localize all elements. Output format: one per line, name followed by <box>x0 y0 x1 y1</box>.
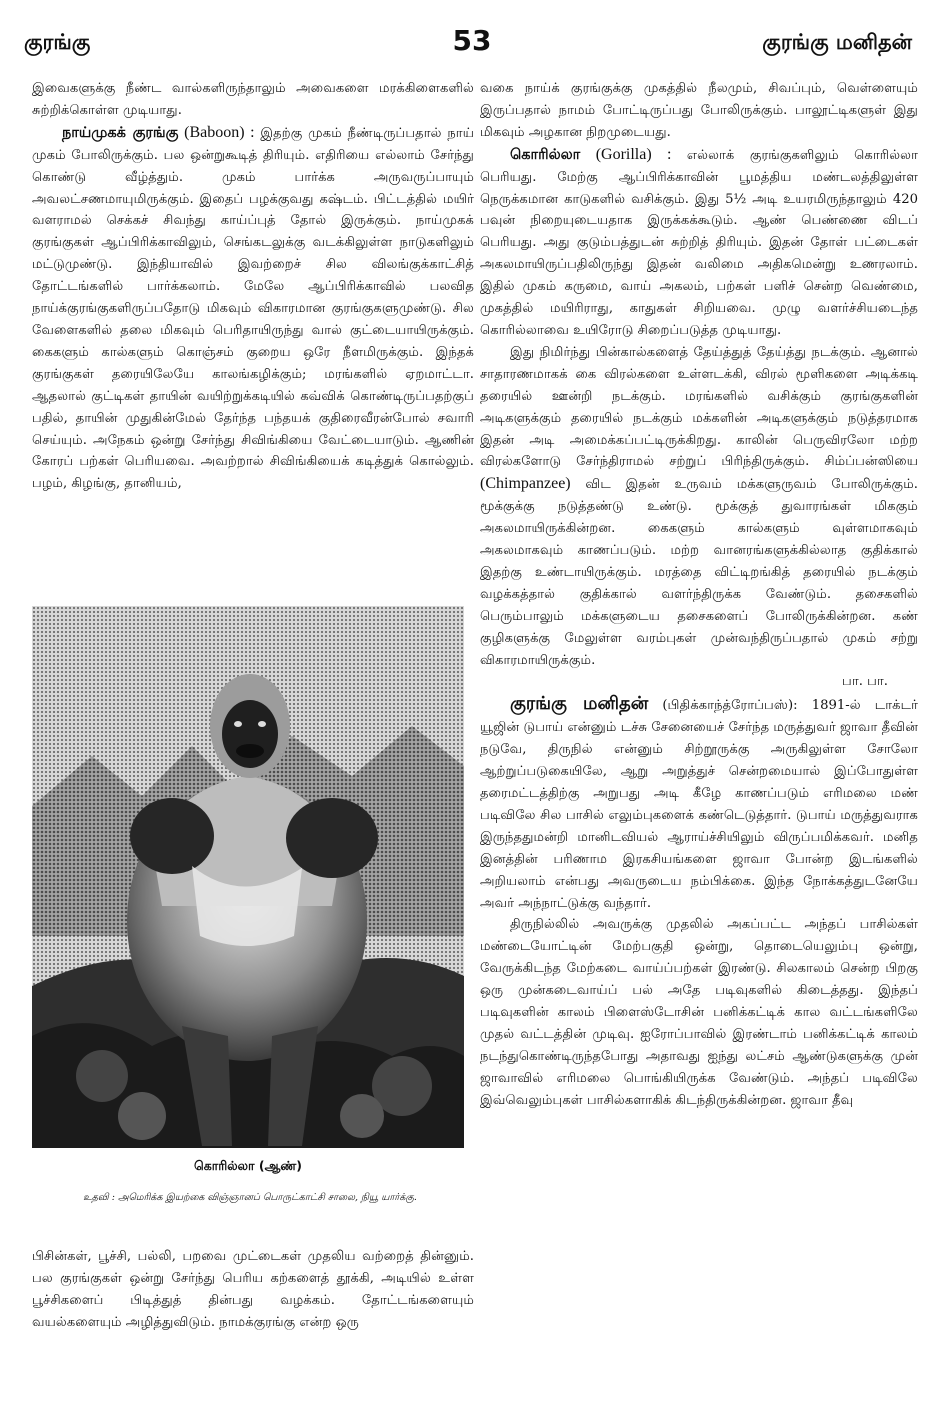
paragraph-baboon <box>32 122 474 495</box>
english-term: (Baboon) : <box>184 123 255 141</box>
paragraph-ape-man <box>480 693 918 914</box>
paragraph: திருநில்லில் அவருக்கு முதலில் அகப்பட்ட அந்தப் பாசில்கள் மண்டையோட்டின் மேற்பகுதி ஒன்று, தொடையெலும்பு ஒன்று, வேருக்கிடந்த மேற்கடை வாய்ப்பற்கள் இரண்டு. சிலகாலம் சென்ற பிறகு ஒரு முன்கடைவாய்ப் பல் அதே படிவுகளில் கிடைத்தது. இந்தப் படிவுகளின் காலம் பிளைஸ்டோசின் பனிக்கட்டிக் கால வட்டங்களிலே முதல் வட்டத்தின் முடிவு. ஐரோப்பாவில் இரண்டாம் பனிக்கட்டிக் காலம் நடந்துகொண்டிருந்தபோது அதாவது ஐந்து லட்சம் ஆண்டுகளுக்கு முன் ஜாவாவில் எரிமலை பொங்கியிருக்க வேண்டும். அந்தப் படிவிலே இவ்வெலும்புகள் பாசில்களாகிக் கிடந்திருக்கின்றன. ஜாவா தீவு <box>480 917 918 1108</box>
paragraph-text: விட இதன் உருவம் மக்களுருவம் போலிருக்கும். மூக்குக்கு நடுத்தண்டு உண்டு. மூக்குத் துவாரங்கள் மிககும் அகலமாயிருக்கின்றன. கைகளும் கால்களும் வுள்ளமாகவும் அகலமாகவும் காணப்படும். மற்ற வானரங்களுக்கில்லாத குதிக்கால் இதற்கு உண்டாயிருக்கும். மரத்தை விட்டிறங்கித் தரையில் நடக்கும் வழக்கத்தால் குதிக்கால் வளர்ந்திருக்க வேண்டும். தசைகளில் பெரும்பாலும் மக்களுடைய தசைகளைப் போலிருக்கின்றன. கண் குழிகளுக்கு மேலுள்ள வரம்புகள் முன்வந்திருப்பதால் முகம் சற்று விகாரமாயிருக்கும். <box>480 477 918 668</box>
figure-caption: கொரில்லா (ஆண்) <box>193 1158 303 1173</box>
gorilla-photograph <box>32 606 464 1148</box>
english-term: (Gorilla) : <box>595 145 672 163</box>
author-initials: பா. பா. <box>842 674 888 690</box>
english-term: (Chimpanzee) <box>480 475 571 493</box>
left-column <box>32 78 474 495</box>
section-heading-gorilla: கொரில்லா <box>510 146 581 163</box>
running-header-right: குரங்கு மனிதன் <box>762 30 912 54</box>
page-number: 53 <box>452 24 492 57</box>
left-column-bottom <box>32 1246 474 1334</box>
paragraph-text: இது நிமிர்ந்து பின்கால்களைத் தேய்த்துத் தேய்த்து நடக்கும். ஆனால் சாதாரணமாகக் கை விரல்களை உள்ளடக்கி, விரல் மூளிகளை அடிக்கடி தரையில் ஊன்றி நடக்கும். மரங்களில் வசிக்கும் குரங்குகளின் அடிகளுக்கும் தரையில் நடக்கும் மக்களின் அடிகளுக்கும் நடுத்தரமாக இதன் அடி அமைக்கப்பட்டிருக்கிறது. காலின் பெருவிரலோ மற்ற விரல்களோடு சேர்ந்திராமல் சற்றுப் பிரிந்திருக்கும். சிம்ப்பன்ஸியை <box>480 344 918 470</box>
paragraph-text: இதற்கு முகம் நீண்டிருப்பதால் நாய் முகம் போலிருக்கும். பல ஒன்றுகூடித் திரியும். எதிரியை எல்லாம் சேர்ந்து கொண்டு வீழ்த்தும். முகம் பார்க்க அருவருப்பாயும் அவலட்சணமாயுமிருக்கும். இதைப் பழக்குவது கஷ்டம். பிட்டத்தில் மயிர் வளராமல் செக்கச் சிவந்து காய்ப்புத் தோல் இருக்கும். நாய்முகக் குரங்குகள் ஆப்பிரிக்காவிலும், செங்கடலுக்கு வடக்கிலுள்ள நாடுகளிலும் மட்டுமுண்டு. இந்தியாவில் இவற்றைச் சில விலங்குக்காட்சித் தோட்டங்களில் பார்க்கலாம். மேலே ஆப்பிரிக்காவில் பலவித நாய்க்குரங்குகளிருப்பதோடு மிகவும் விகாரமான குரங்குகளுமுண்டு. சில வேளைகளில் தலை மிகவும் பெரிதாயிருந்து வால் குட்டையாயிருக்கும். கைகளும் கால்களும் கொஞ்சம் குறைய ஒரே நீளமிருக்கும். இந்தக் குரங்குகள் தரையிலேயே காலங்கழிக்கும்; மரங்களில் ஏறமாட்டா. ஆதலால் குட்டிகள் தாயின் வயிற்றுக்கடியில் கவ்விக் கொண்டிருப்பதற்குப் பதில், தாயின் முதுகின்மேல் தேர்ந்த பந்தயக் குதிரைவீரன்போல் சவாரி செய்யும். அநேகம் ஒன்று சேர்ந்து சிவிங்கியை வேட்டையாடும். ஆணின் கோரப் பற்கள் பெரியவை. அவற்றால் சிவிங்கியைக் கடித்துக் கொல்லும். பழம், கிழங்கு, தானியம், <box>32 125 475 492</box>
running-header-left: குரங்கு <box>24 30 91 54</box>
paragraph <box>480 342 918 672</box>
figure-credit: உதவி : அமெரிக்க இயற்கை விஞ்ஞானப் பொருட்காட்சி சாலை, நியூ யார்க்கு. <box>83 1192 417 1203</box>
heading-subtitle: (பிதிக்காந்த்ரோப்பஸ்): <box>648 698 798 714</box>
section-heading-ape-man: குரங்கு மனிதன் <box>510 693 649 715</box>
paragraph: பிசின்கள், பூச்சி, பல்லி, பறவை முட்டைகள் முதலிய வற்றைத் தின்னும். பல குரங்குகள் ஒன்று சேர்ந்து பெரிய கற்களைத் தூக்கி, அடியில் உள்ள பூச்சிகளைப் பிடித்துத் தின்பது வழக்கம். தோட்டங்களையும் வயல்களையும் அழித்துவிடும். நாமக்குரங்கு என்ற ஒரு <box>32 1249 474 1330</box>
right-column <box>480 78 918 1112</box>
paragraph-text: எல்லாக் குரங்குகளிலும் கொரில்லா பெரியது. மேற்கு ஆப்பிரிக்காவின் பூமத்திய மண்டலத்திலுள்ள நெருக்கமான காடுகளில் வசிக்கும். இது 5½ அடி உயரமிருந்தாலும் 420 பவுன் நிறையுடையதாக இருக்கக்கூடும். ஆண் பெண்ணை விடப் பெரியது. அது குடும்பத்துடன் சுற்றித் திரியும். இதன் தோள் பட்டைகள் அகலமாயிருப்பதிலிருந்து இதன் வலிமை அதிகமென்று உணரலாம். இதில் முகம் கருமை, வாய் அகலம், பற்கள் பளிச் சென்ற வெண்மை, முகத்தில் மயிரிராது, காதுகள் சிறியவை. முழு வளர்ச்சியடைந்த கொரில்லாவை உயிரோடு சிறைப்படுத்த முடியாது. <box>480 147 918 338</box>
gorilla-illustration <box>32 606 464 1148</box>
paragraph-gorilla <box>480 144 918 342</box>
paragraph-text: 1891-ல் டாக்டர் யூஜின் டுபாய் என்னும் டச்சு சேனையைச் சேர்ந்த மருத்துவர் ஜாவா தீவின் நடுவே, திருநில் என்னும் சிற்றூருக்கு அருகிலுள்ள சோலோ ஆற்றுப்படுகையிலே, ஆறு அறுத்துச் சென்றமையால் இப்போதுள்ள தரைமட்டத்திற்கு அறுபது அடி கீழே காணப்படும் எரிமலை மண் படிவிலே சில பாசில் எலும்புகளைக் கண்டெடுத்தார். டுபாய் மருத்துவராக இருந்ததுமன்றி மானிடவியல் ஆராய்ச்சியிலும் விருப்பமிக்கவர். மனித இனத்தின் பரிணாம இரகசியங்களை ஜாவா போன்ற இடங்களில் அறியலாம் என்பது அவருடைய நம்பிக்கை. இந்த நோக்கத்துடனேயே அவர் அந்நாட்டுக்கு வந்தார். <box>480 698 918 911</box>
paragraph: வகை நாய்க் குரங்குக்கு முகத்தில் நீலமும், சிவப்பும், வெள்ளையும் இருப்பதால் நாமம் போட்டிருப்பது போலிருக்கும். பாலூட்டிகளுள் இது மிகவும் அழகான நிறமுடையது. <box>480 81 918 140</box>
paragraph: இவைகளுக்கு நீண்ட வால்களிருந்தாலும் அவைகளை மரக்கிளைகளில் சுற்றிக்கொள்ள முடியாது. <box>32 81 474 118</box>
section-heading-baboon: நாய்முகக் குரங்கு <box>62 124 179 141</box>
